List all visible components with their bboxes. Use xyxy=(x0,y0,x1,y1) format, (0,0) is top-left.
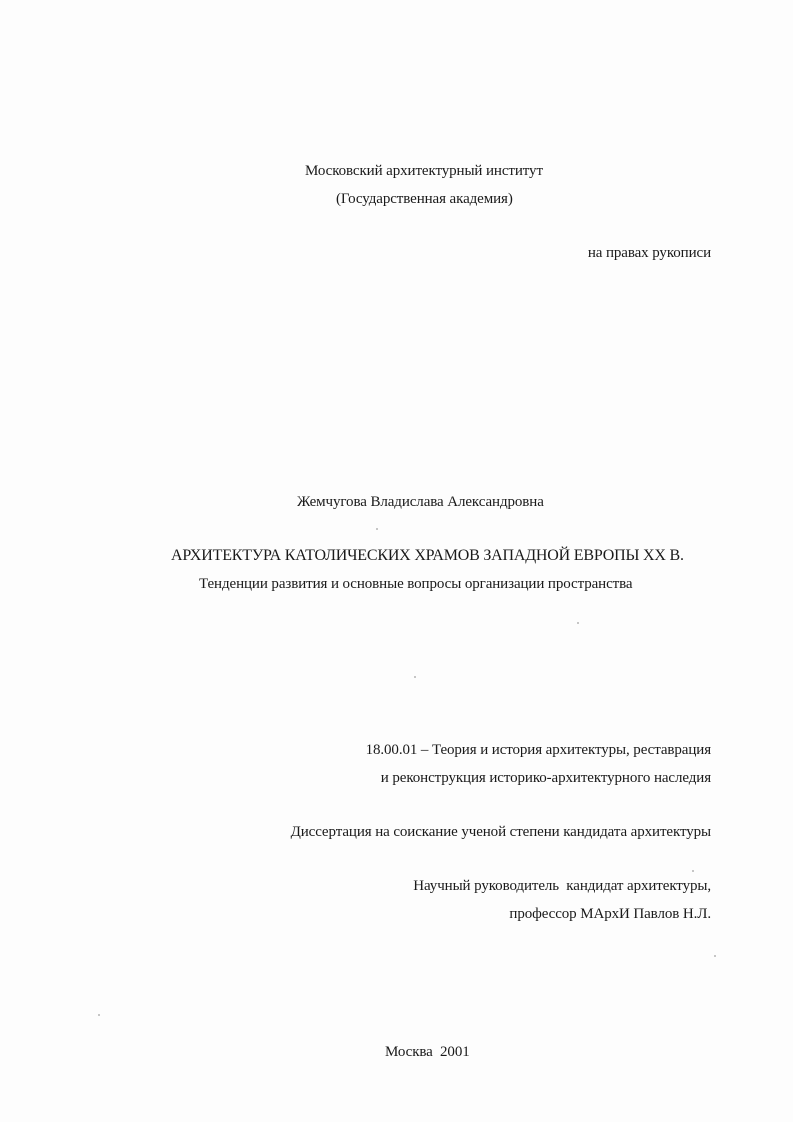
city-year: Москва 2001 xyxy=(385,1044,470,1060)
scan-speck xyxy=(714,955,716,957)
scan-speck xyxy=(414,676,416,678)
scan-speck xyxy=(692,870,694,872)
supervisor-line-2: профессор МАрхИ Павлов Н.Л. xyxy=(509,906,711,922)
specialty-line-2: и реконструкция историко-архитектурного наследия xyxy=(380,770,711,786)
author-name: Жемчугова Владислава Александровна xyxy=(297,494,544,510)
dissertation-subtitle: Тенденции развития и основные вопросы организации пространства xyxy=(199,576,633,592)
scan-speck xyxy=(577,622,579,624)
supervisor-line-1: Научный руководитель кандидат архитектуры, xyxy=(413,878,711,894)
dissertation-title: АРХИТЕКТУРА КАТОЛИЧЕСКИХ ХРАМОВ ЗАПАДНОЙ ЕВРОПЫ XX В. xyxy=(171,547,684,564)
scan-speck xyxy=(98,1014,100,1016)
specialty-line-1: 18.00.01 – Теория и история архитектуры, реставрация xyxy=(365,742,711,758)
dissertation-degree: Диссертация на соискание ученой степени кандидата архитектуры xyxy=(290,824,711,840)
scan-speck xyxy=(376,528,378,530)
institute-name: Московский архитектурный институт xyxy=(305,163,543,179)
academy-name: (Государственная академия) xyxy=(336,191,513,207)
manuscript-rights-note: на правах рукописи xyxy=(587,245,711,261)
